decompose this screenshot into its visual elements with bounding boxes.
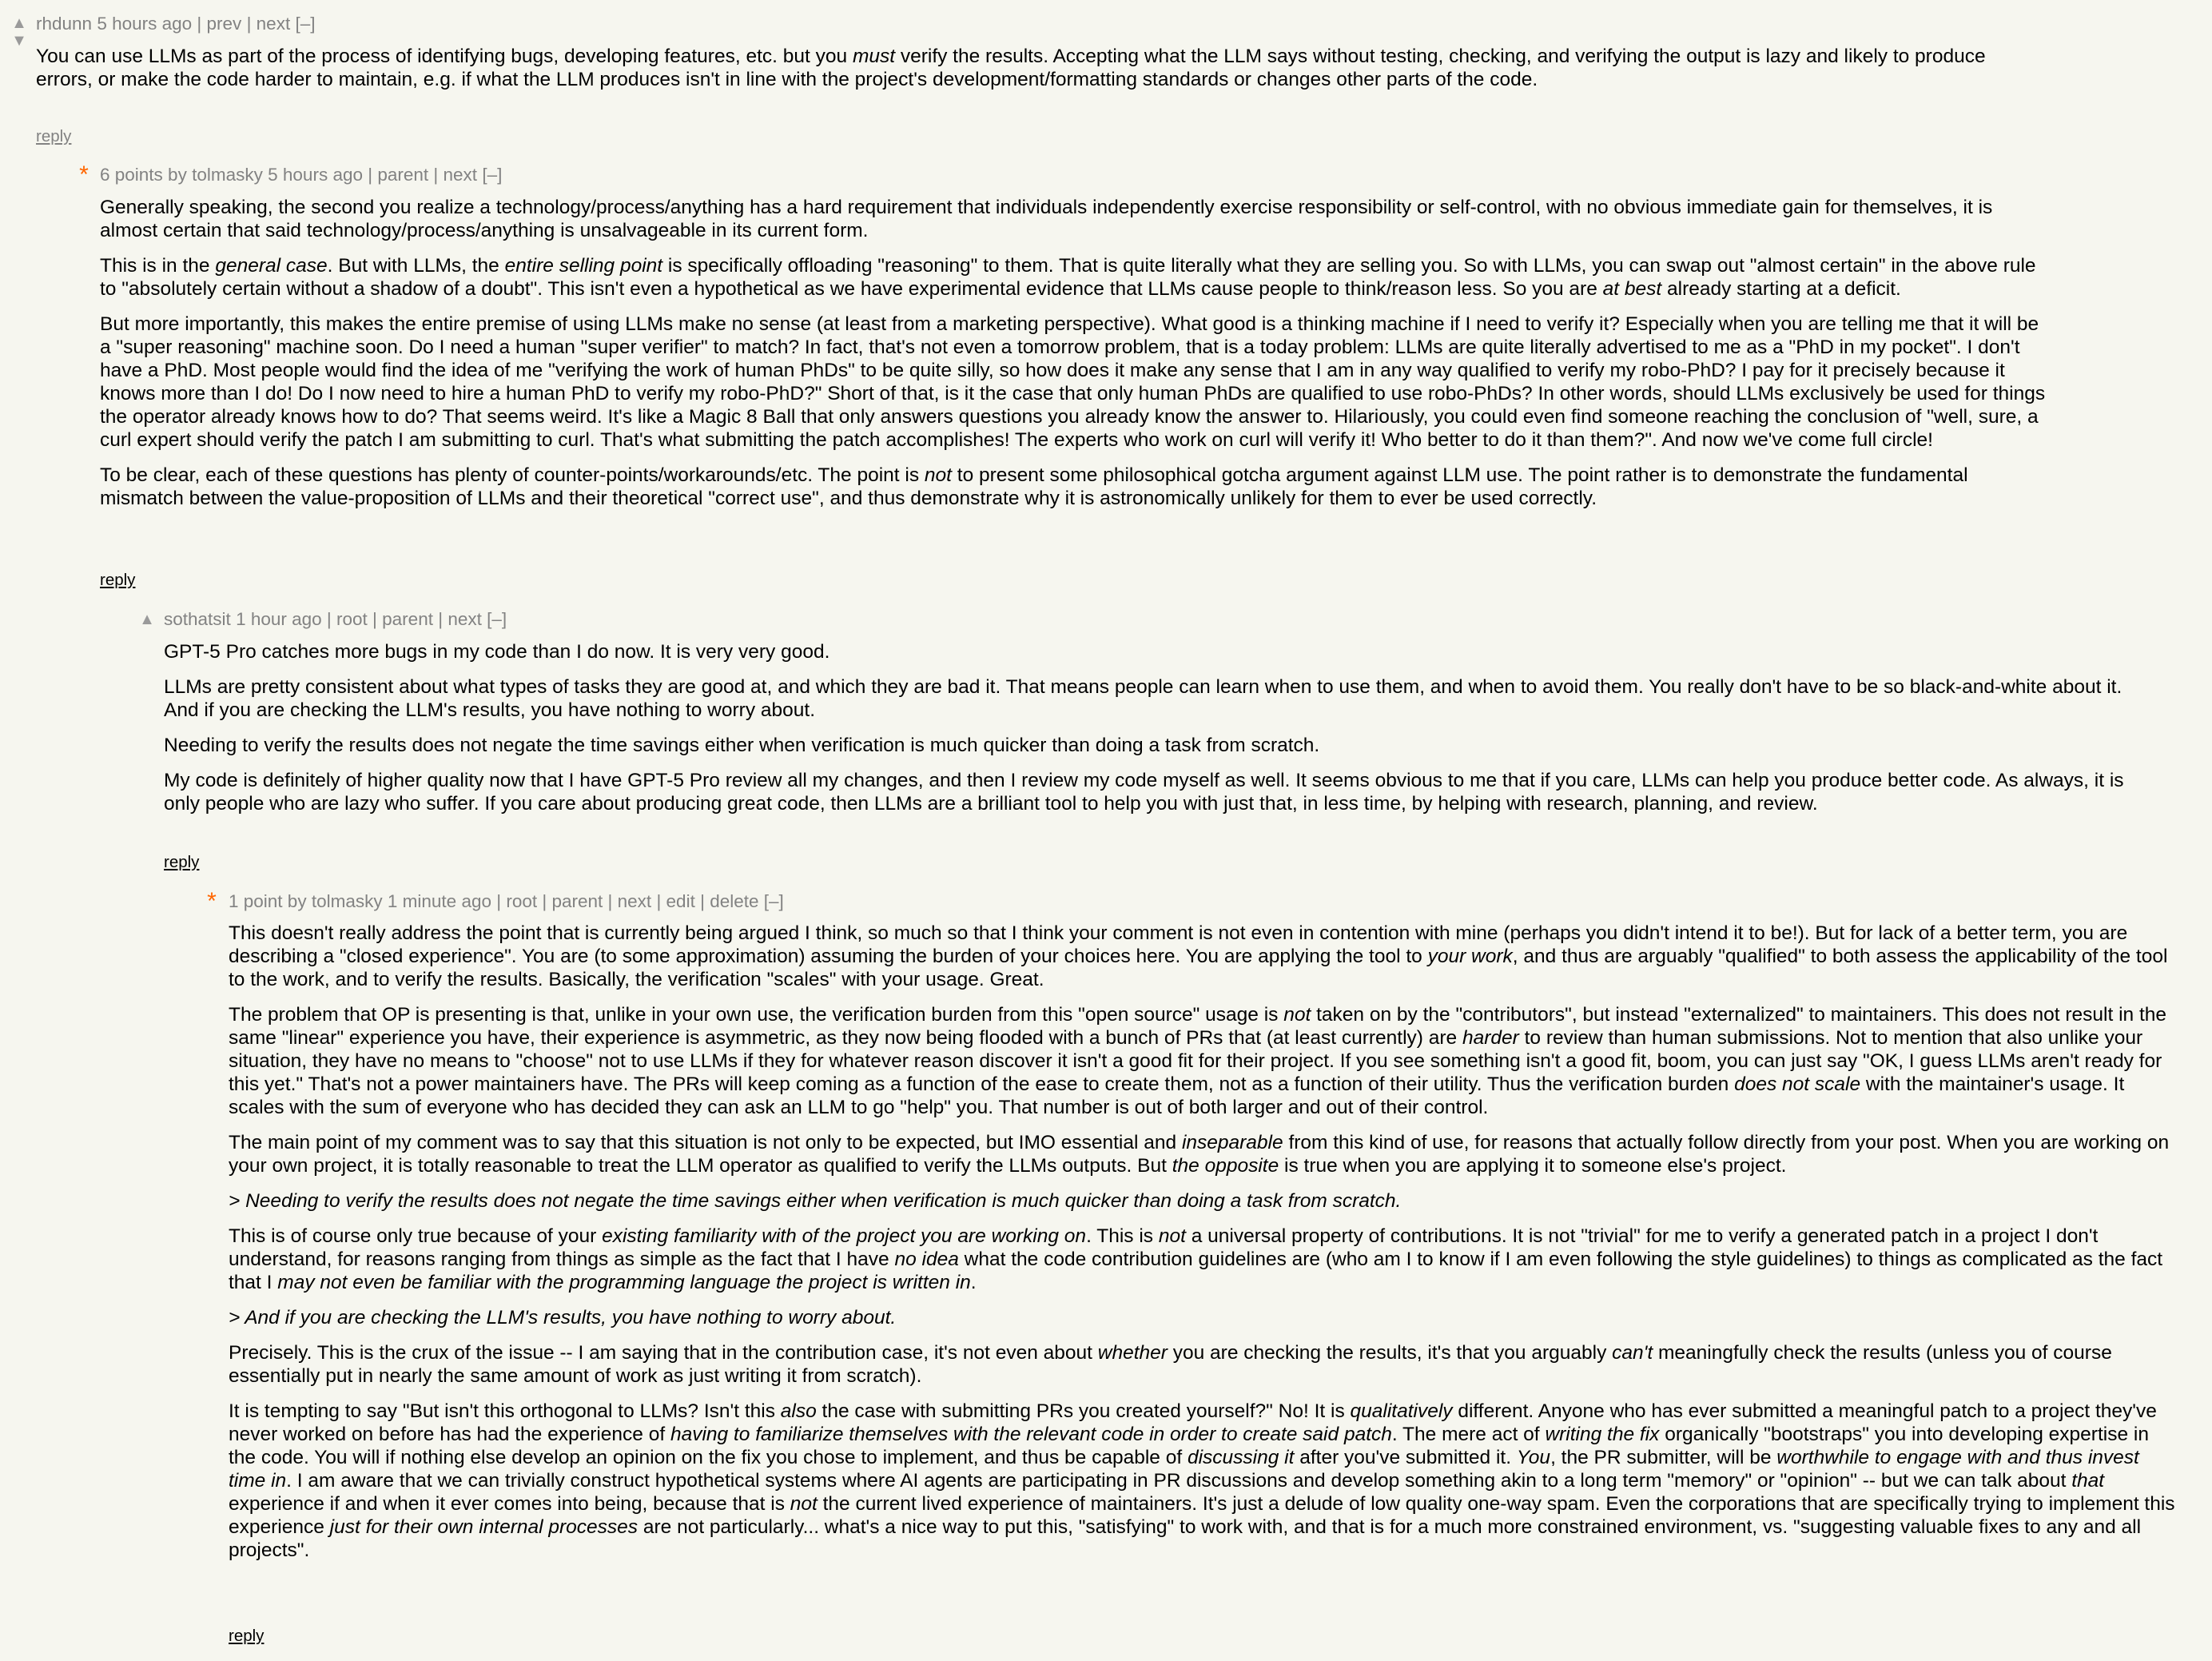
- emphasized-text: also: [780, 1400, 817, 1422]
- comment-points: 6 points by: [100, 165, 187, 185]
- comment-text: to present some philosophical gotcha argument against LLM use. The point rather is to demonstrate the fundamental mismatch between the value-proposition of LLMs and their theoretical "correct use", and thus demonstrate why it is astronomically unlikely for them to ever be used correctly.: [100, 464, 1968, 509]
- emphasized-text: no idea: [894, 1249, 959, 1270]
- comment-text: My code is definitely of higher quality now that I have GPT-5 Pro review all my changes, and then I review my code myself as well. It seems obvious to me that if you care, LLMs can help you produce better code. As always, it is only people who are lazy who suffer. If you care about producing great code, then LLMs are a brilliant tool to help you with just that, in less time, by helping with research, planning, and review.: [164, 770, 2124, 815]
- separator: |: [537, 891, 552, 911]
- emphasized-text: > And if you are checking the LLM's results, you have nothing to worry about.: [229, 1307, 897, 1328]
- emphasized-text: existing familiarity with of the project you are working on: [602, 1225, 1087, 1247]
- vote-buttons: [137, 611, 157, 628]
- comment-author[interactable]: tolmasky: [192, 165, 263, 185]
- comment-text: You can use LLMs as part of the process of identifying bugs, developing features, etc. but you: [36, 46, 853, 67]
- separator: |: [428, 165, 444, 185]
- comment-body: [36, 45, 2002, 91]
- emphasized-text: having to familiarize themselves with the relevant code in order to create said patch: [670, 1424, 1392, 1445]
- comment-body: [164, 640, 2130, 815]
- comment-text: to review than human submissions. Not to mention that also unlike your situation, they have no means to "choose" not to use LLMs if they for whatever reason discover it isn't a good fit for their project. If you see something isn't a good fit, boom, you can just say "OK, I guess LLMs aren't ready for this yet." That's not a power maintainers have. The PRs will keep coming as a function of the ease to create them, not as a function of their utility. Thus the verification burden: [229, 1027, 2162, 1095]
- nav-link-next[interactable]: next: [443, 165, 478, 185]
- comment-paragraph: [229, 1225, 2178, 1294]
- comment-paragraph: [229, 1341, 2178, 1388]
- emphasized-text: does not scale: [1734, 1073, 1861, 1095]
- reply-link[interactable]: reply: [164, 853, 200, 871]
- comment-paragraph: [164, 769, 2130, 815]
- emphasized-text: not: [790, 1493, 818, 1515]
- comment-paragraph: [100, 313, 2050, 452]
- comment-body: [229, 922, 2178, 1562]
- comment-text: . But with LLMs, the: [327, 255, 505, 277]
- comment-age[interactable]: 1 minute ago: [387, 891, 491, 911]
- comment-text: This is of course only true because of your: [229, 1225, 603, 1247]
- separator: |: [367, 609, 383, 629]
- nav-link-parent[interactable]: parent: [551, 891, 603, 911]
- nav-link-next[interactable]: next: [448, 609, 482, 629]
- comment-text: . The mere act of: [1391, 1424, 1546, 1445]
- emphasized-text: entire selling point: [504, 255, 663, 277]
- separator: |: [432, 609, 448, 629]
- comment-text: But more importantly, this makes the entire premise of using LLMs make no sense (at least from a marketing perspective). What good is a thinking machine if I need to verify it? Especially when you are telling me that it will be a "super reasoning" machine soon. Do I need a human "super verifier" to match? In fact, that's not even a tomorrow problem, that is a today problem: LLMs are quite literally advertised to me as a "PhD in my pocket". I don't have a PhD. Most people would find the idea of me "verifying the work of human PhDs" to be quite silly, so how does it make any sense that I am in any way qualified to verify my robo-PhD? I pay for it precisely because it knows more than I do! Do I now need to hire a human PhD to verify my robo-PhD?" Short of that, is it the case that only human PhDs are qualified to use robo-PhDs? In other words, should LLMs exclusively be used for things the operator already knows how to do? That seems weird. It's like a Magic 8 Ball that only answers questions you already know the answer to. Hilariously, you could even find someone reaching the conclusion of "well, sure, a curl expert should verify the patch I am submitting to curl. That's what submitting the patch accomplishes! The experts who work on curl will verify it! Who better to do it than them?". And now we've come full circle!: [100, 313, 2046, 451]
- comment-paragraph: [164, 734, 2130, 757]
- separator: |: [491, 891, 507, 911]
- nav-link-delete[interactable]: delete: [710, 891, 759, 911]
- separator: |: [651, 891, 666, 911]
- comment-text: LLMs are pretty consistent about what types of tasks they are good at, and which they are bad it. That means people can learn when to use them, and when to avoid them. You really don't have to be so black-and-white about it. And if you are checking the LLM's results, you have nothing to worry about.: [164, 676, 2122, 721]
- comment-paragraph: [229, 1003, 2178, 1119]
- nav-link-root[interactable]: root: [336, 609, 368, 629]
- comment-text: different. Anyone who has ever submitted a meaningful patch to a project they've never worked on before has had the experience of: [229, 1400, 2157, 1445]
- comment-text: is true when you are applying it to someone else's project.: [1279, 1155, 1787, 1177]
- nav-link-parent[interactable]: parent: [377, 165, 429, 185]
- vote-buttons: [10, 14, 29, 50]
- comment-body: [100, 196, 2050, 510]
- emphasized-text: may not even be familiar with the programming language the project is written in: [277, 1272, 971, 1293]
- comment-header: [36, 12, 316, 36]
- comment-paragraph: [164, 640, 2130, 663]
- comment-text: Precisely. This is the crux of the issue -- I am saying that in the contribution case, it's not even about: [229, 1342, 1098, 1364]
- separator: |: [603, 891, 618, 911]
- separator: |: [694, 891, 710, 911]
- comment-paragraph: [229, 922, 2178, 991]
- comment-text: , and thus are arguably "qualified" to both assess the applicability of the tool to the work, and to verify the results. Basically, the verification "scales" with your usage. Great.: [229, 946, 2168, 990]
- comment-age[interactable]: 1 hour ago: [236, 609, 322, 629]
- comment-text: organically "bootstraps" you into developing expertise in the code. You will if nothing else develop an opinion on the fix you chose to implement, and thus be capable of: [229, 1424, 2149, 1468]
- collapse-toggle[interactable]: [–]: [487, 609, 507, 629]
- emphasized-text: at best: [1602, 278, 1662, 300]
- comment-text: experience if and when it ever comes into being, because that is: [229, 1493, 790, 1515]
- emphasized-text: You: [1516, 1447, 1551, 1468]
- separator: |: [192, 14, 207, 34]
- comment-paragraph: [229, 1189, 2178, 1213]
- emphasized-text: your work: [1427, 946, 1513, 967]
- comment-header: [229, 890, 784, 914]
- separator: |: [241, 14, 257, 34]
- reply-link[interactable]: reply: [36, 127, 72, 145]
- emphasized-text: the opposite: [1172, 1155, 1279, 1177]
- comment-text: is specifically offloading "reasoning" to them. That is quite literally what they are selling you. So with LLMs, you can swap out "almost certain" in the above rule to "absolutely certain without a shadow of a doubt". This isn't even a hypothetical as we have experimental evidence that LLMs cause people to think/reason less. So you are: [100, 255, 2036, 300]
- comment-author[interactable]: tolmasky: [311, 891, 383, 911]
- orange-asterisk-icon: *: [207, 888, 217, 914]
- nav-link-next[interactable]: next: [256, 14, 291, 34]
- emphasized-text: harder: [1462, 1027, 1519, 1049]
- separator: |: [321, 609, 337, 629]
- comment-text: , the PR submitter, will be: [1550, 1447, 1777, 1468]
- comment-text: a universal property of contributions. It is not "trivial" for me to verify a generated patch in a project I don't understand, for reasons ranging from things as simple as the fact that I have: [229, 1225, 2099, 1270]
- comment-header: [164, 607, 507, 631]
- emphasized-text: general case: [215, 255, 328, 277]
- emphasized-text: worthwhile to engage with and thus invest time in: [229, 1447, 2139, 1492]
- comment-paragraph: [229, 1306, 2178, 1329]
- comment-text: To be clear, each of these questions has plenty of counter-points/workarounds/etc. The point is: [100, 464, 925, 486]
- emphasized-text: inseparable: [1181, 1132, 1283, 1153]
- emphasized-text: not: [924, 464, 952, 486]
- comment-text: It is tempting to say "But isn't this orthogonal to LLMs? Isn't this: [229, 1400, 781, 1422]
- comment-text: GPT-5 Pro catches more bugs in my code than I do now. It is very very good.: [164, 641, 830, 663]
- comment-text: what the code contribution guidelines are (who am I to know if I am even following the style guidelines) to things as complicated as the fact that I: [229, 1249, 2163, 1293]
- emphasized-text: writing the fix: [1545, 1424, 1660, 1445]
- comment-text: the case with submitting PRs you created yourself?" No! It is: [816, 1400, 1351, 1422]
- comment-age[interactable]: 5 hours ago: [268, 165, 363, 185]
- reply-link[interactable]: reply: [229, 1627, 265, 1645]
- emphasized-text: qualitatively: [1350, 1400, 1453, 1422]
- comment-text: Generally speaking, the second you realize a technology/process/anything has a hard requirement that individuals independently exercise responsibility or self-control, with no obvious immediate gain for themselves, it is almost certain that said technology/process/anything is unsalvageable in its current form.: [100, 197, 1993, 241]
- separator: |: [362, 165, 378, 185]
- comment-author[interactable]: rhdunn: [36, 14, 93, 34]
- comment-text: you are checking the results, it's that you arguably: [1167, 1342, 1613, 1364]
- downvote-arrow-icon[interactable]: ▼: [11, 32, 27, 50]
- comment-text: meaningfully check the results (unless you of course essentially put in nearly the same amount of work as just writing it from scratch).: [229, 1342, 2112, 1387]
- emphasized-text: must: [852, 46, 896, 67]
- comment-text: the current lived experience of maintainers. It's just a delude of low quality one-way spam. Even the corporations that are specifically trying to implement this experience: [229, 1493, 2175, 1538]
- nav-link-parent[interactable]: parent: [382, 609, 433, 629]
- comment-text: from this kind of use, for reasons that actually follow directly from your post. When you are working on your own project, it is totally reasonable to treat the LLM operator as qualified to verify the LLMs outputs. But: [229, 1132, 2170, 1177]
- comment-text: .: [970, 1272, 977, 1293]
- comment-author[interactable]: sothatsit: [164, 609, 231, 629]
- comment-text: verify the results. Accepting what the LLM says without testing, checking, and verifying the output is lazy and likely to produce errors, or make the code harder to maintain, e.g. if what the LLM produces isn't in line with the project's development/formatting standards or changes other parts of the code.: [36, 46, 1986, 90]
- emphasized-text: not: [1283, 1004, 1311, 1026]
- comment-paragraph: [100, 464, 2050, 510]
- comment-header: [100, 163, 502, 187]
- orange-asterisk-icon: *: [79, 161, 89, 188]
- emphasized-text: > Needing to verify the results does not negate the time savings either when verification is much quicker than doing a task from scratch.: [229, 1190, 1402, 1212]
- nav-link-next[interactable]: next: [617, 891, 652, 911]
- reply-link[interactable]: reply: [100, 571, 136, 589]
- comment-text: The problem that OP is presenting is that, unlike in your own use, the verification burden from this "open source" usage is: [229, 1004, 1284, 1026]
- comment-text: already starting at a deficit.: [1661, 278, 1901, 300]
- comment-text: This doesn't really address the point that is currently being argued I think, so much so that I think your comment is not even in contention with mine (perhaps you didn't intend it to be!). But for lack of a better term, you are describing a "closed experience". You are (to some approximation) assuming the burden of your choices here. You are applying the tool to: [229, 922, 2128, 967]
- comment-text: . This is: [1086, 1225, 1159, 1247]
- emphasized-text: whether: [1097, 1342, 1168, 1364]
- collapse-toggle[interactable]: [–]: [295, 14, 316, 34]
- comment-age[interactable]: 5 hours ago: [97, 14, 193, 34]
- comment-paragraph: [36, 45, 2002, 91]
- comment-text: . I am aware that we can trivially construct hypothetical systems where AI agents are participating in PR discussions and develop something akin to a long term "memory" or "opinion" -- but we can talk about: [286, 1470, 2072, 1492]
- comment-points: 1 point by: [229, 891, 307, 911]
- collapse-toggle[interactable]: [–]: [482, 165, 503, 185]
- comment-paragraph: [229, 1400, 2178, 1562]
- comment-text: with the maintainer's usage. It scales with the sum of everyone who has decided they can ask an LLM to go "help" you. That number is out of both larger and out of their control.: [229, 1073, 2125, 1118]
- comment-paragraph: [100, 196, 2050, 242]
- nav-link-root[interactable]: root: [506, 891, 538, 911]
- emphasized-text: that: [2071, 1470, 2105, 1492]
- comment-paragraph: [100, 254, 2050, 301]
- emphasized-text: can't: [1612, 1342, 1653, 1364]
- comment-paragraph: [229, 1131, 2178, 1177]
- emphasized-text: discussing it: [1187, 1447, 1295, 1468]
- comment-text: taken on by the "contributors", but instead "externalized" to maintainers. This does not result in the same "linear" experience you have, their experience is asymmetric, as they now being flooded with a bunch of PRs that (at least currently) are: [229, 1004, 2167, 1049]
- nav-link-prev[interactable]: prev: [206, 14, 242, 34]
- emphasized-text: just for their own internal processes: [329, 1516, 639, 1538]
- comment-text: are not particularly... what's a nice way to put this, "satisfying" to work with, and that is for a much more constrained environment, vs. "suggesting valuable fixes to any and all projects".: [229, 1516, 2142, 1561]
- comment-paragraph: [164, 675, 2130, 722]
- upvote-arrow-icon[interactable]: ▲: [11, 14, 27, 32]
- collapse-toggle[interactable]: [–]: [763, 891, 784, 911]
- comment-text: The main point of my comment was to say that this situation is not only to be expected, but IMO essential and: [229, 1132, 1182, 1153]
- nav-link-edit[interactable]: edit: [666, 891, 695, 911]
- comment-text: This is in the: [100, 255, 216, 277]
- comment-text: after you've submitted it.: [1294, 1447, 1517, 1468]
- upvote-arrow-icon[interactable]: ▲: [139, 611, 155, 628]
- emphasized-text: not: [1158, 1225, 1186, 1247]
- comment-text: Needing to verify the results does not negate the time savings either when verification is much quicker than doing a task from scratch.: [164, 735, 1320, 756]
